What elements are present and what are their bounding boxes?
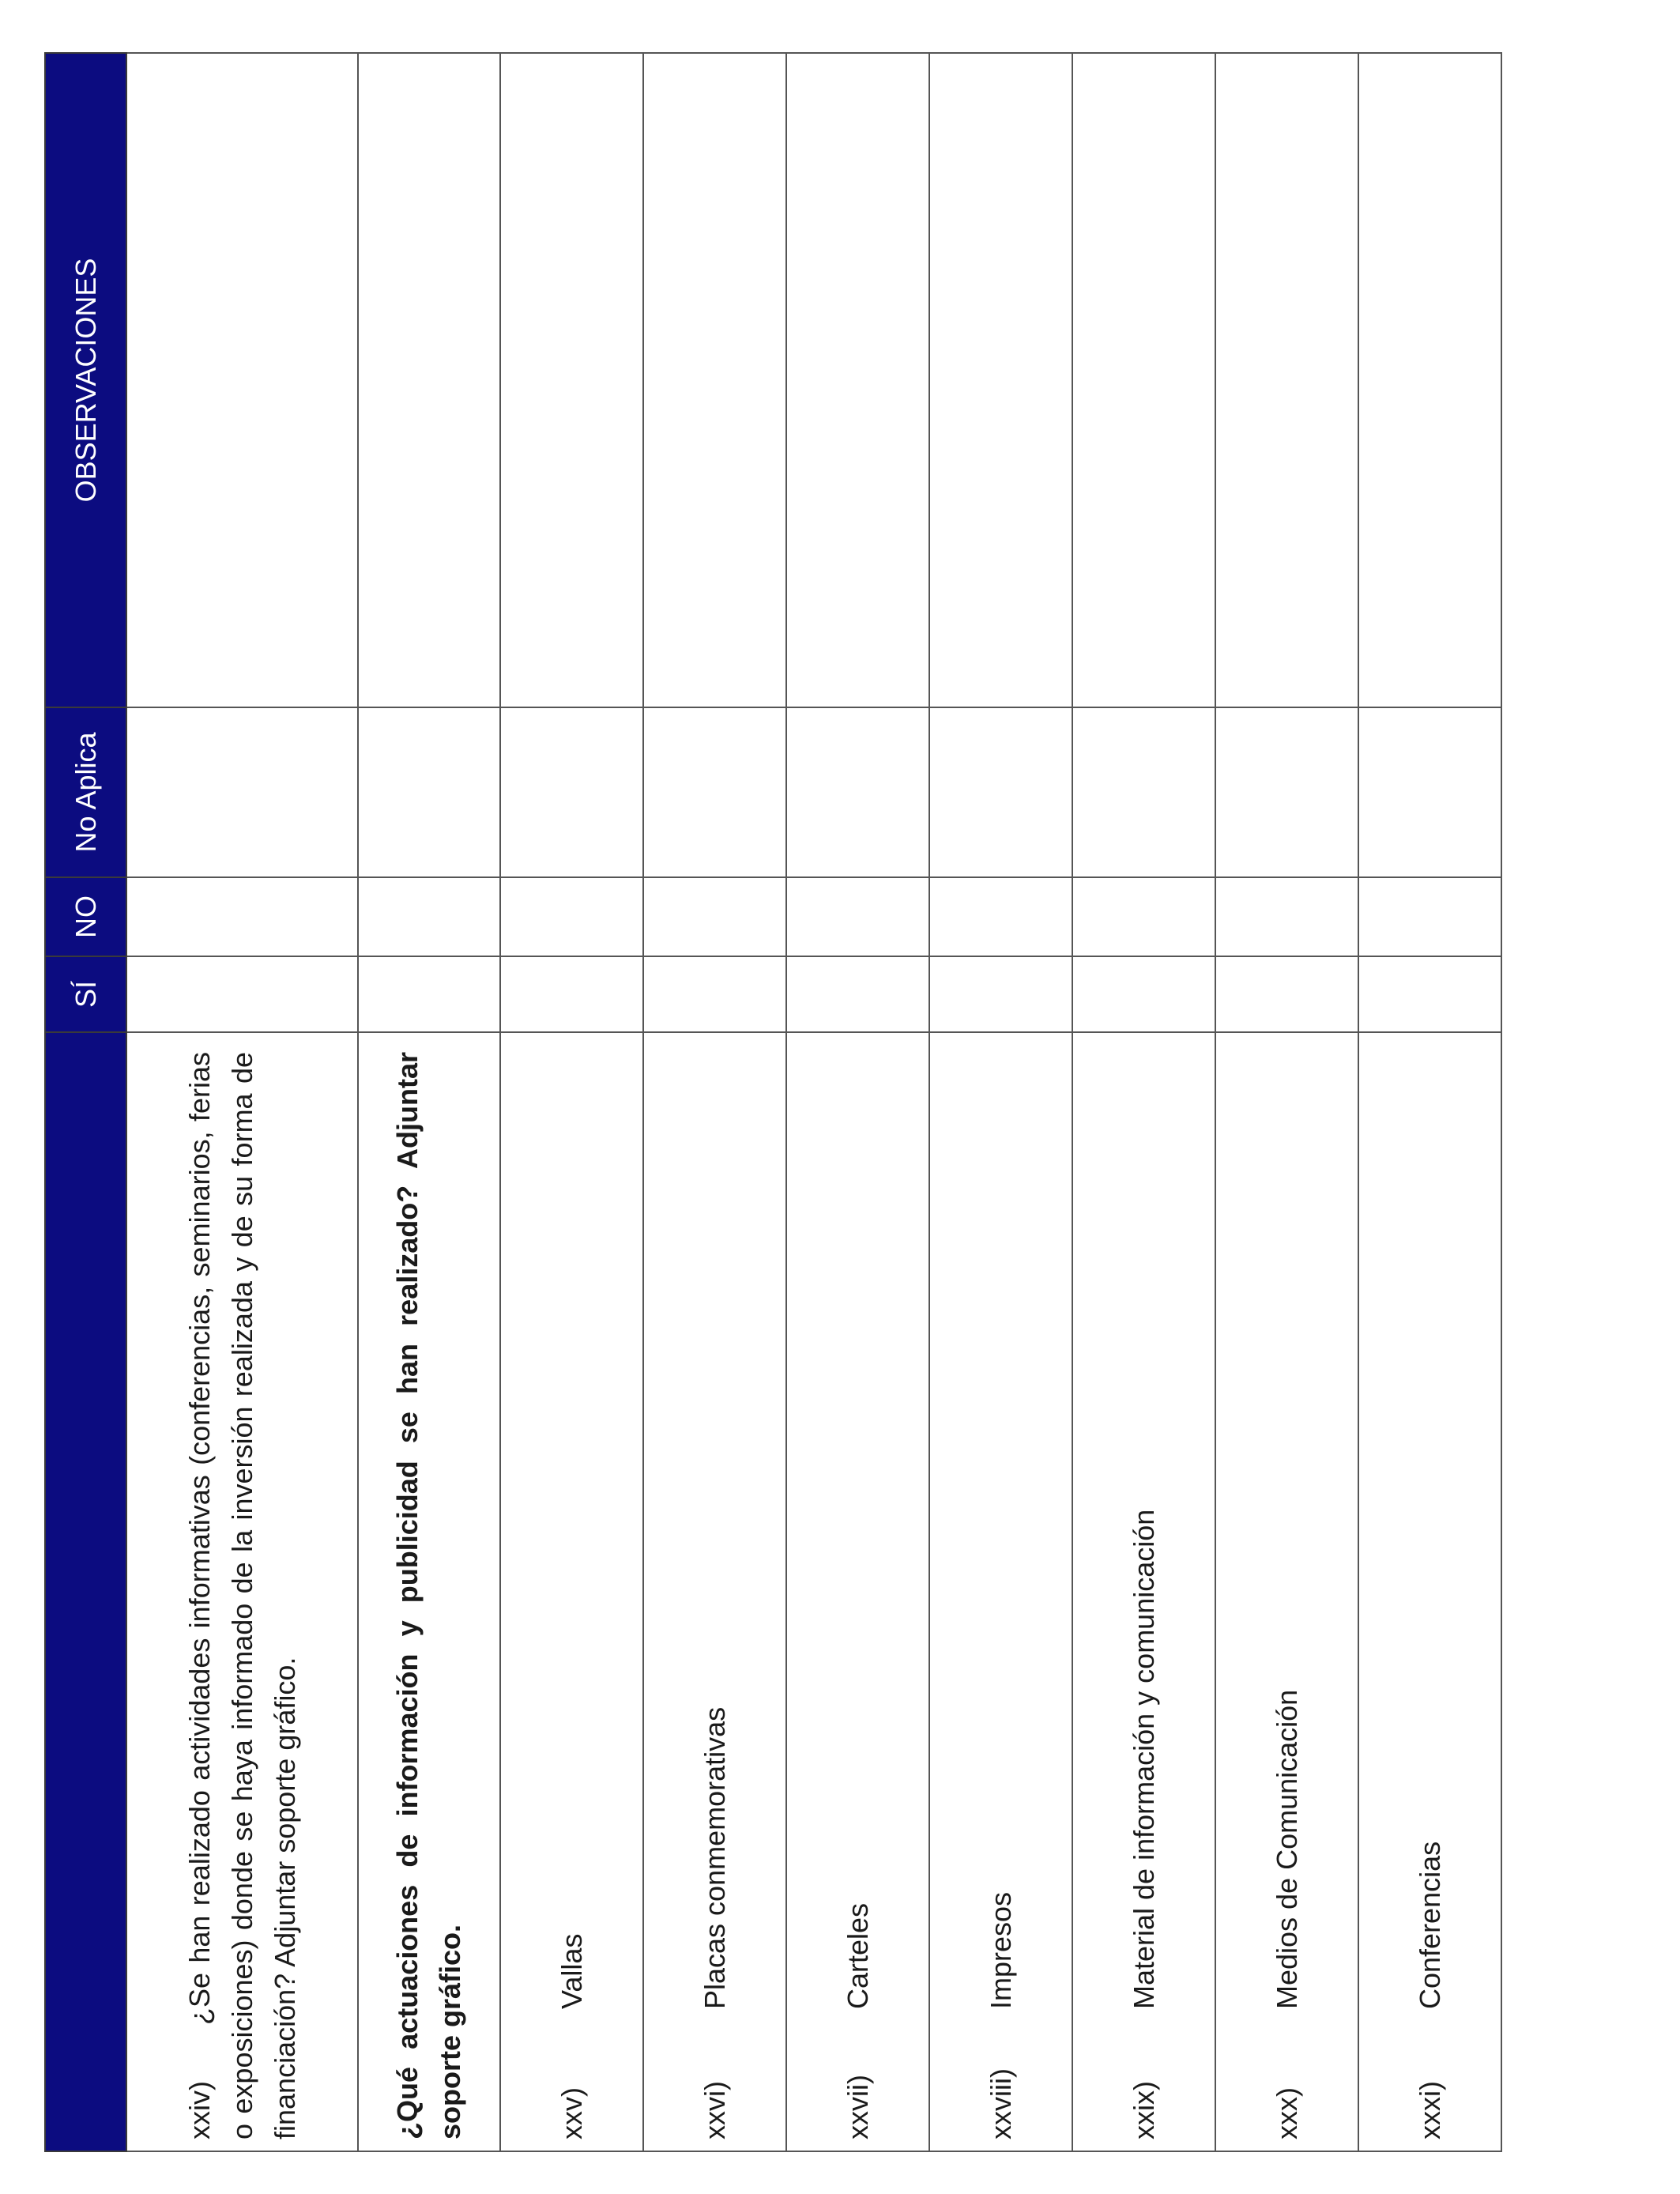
si-checkbox-cell[interactable] — [500, 956, 643, 1032]
observaciones-cell[interactable] — [1072, 53, 1215, 707]
no-checkbox-cell[interactable] — [1215, 877, 1358, 956]
item-number: xxv) — [555, 2087, 588, 2139]
item-label: Conferencias — [1413, 1841, 1446, 2009]
header-no-aplica: No Aplica — [45, 707, 126, 877]
item-label: Medios de Comunicación — [1270, 1689, 1303, 2009]
item-number: xxvi) — [698, 2081, 731, 2139]
no-aplica-checkbox-cell[interactable] — [929, 707, 1072, 877]
observaciones-cell[interactable] — [1215, 53, 1358, 707]
item-number: xxviii) — [984, 2068, 1017, 2139]
no-aplica-checkbox-cell[interactable] — [643, 707, 786, 877]
no-aplica-checkbox-cell[interactable] — [786, 707, 929, 877]
si-checkbox-cell[interactable] — [358, 956, 500, 1032]
section-question-text: ¿Qué actuaciones de información y publicidad se han realizado? Adjuntar soporte gráfico. — [391, 1052, 466, 2139]
header-no: NO — [45, 877, 126, 956]
si-checkbox-cell[interactable] — [643, 956, 786, 1032]
observaciones-cell[interactable] — [643, 53, 786, 707]
item-label: Impresos — [984, 1891, 1017, 2009]
header-row — [45, 53, 126, 2151]
no-checkbox-cell[interactable] — [126, 877, 358, 956]
observaciones-cell[interactable] — [500, 53, 643, 707]
no-checkbox-cell[interactable] — [358, 877, 500, 956]
header-question — [45, 1032, 126, 2151]
no-checkbox-cell[interactable] — [643, 877, 786, 956]
question-text: ¿Se han realizado actividades informativas (conferencias, seminarios, ferias o exposiciones) donde se haya informado de la inversión realizada y de su forma de financiación? Adjuntar soporte gráfico. — [183, 1052, 301, 2139]
observaciones-cell[interactable] — [1358, 53, 1501, 707]
question-cell — [1215, 1032, 1358, 2151]
question-cell — [643, 1032, 786, 2151]
si-checkbox-cell[interactable] — [1072, 956, 1215, 1032]
observaciones-cell[interactable] — [929, 53, 1072, 707]
si-checkbox-cell[interactable] — [1215, 956, 1358, 1032]
table-row — [358, 53, 500, 2151]
header-si: SÍ — [45, 956, 126, 1032]
no-aplica-checkbox-cell[interactable] — [1358, 707, 1501, 877]
table-row — [1358, 53, 1501, 2151]
table-row — [786, 53, 929, 2151]
question-cell — [500, 1032, 643, 2151]
item-number: xxiv) — [183, 2081, 216, 2139]
table-row — [500, 53, 643, 2151]
no-checkbox-cell[interactable] — [1072, 877, 1215, 956]
item-label: Carteles — [841, 1902, 874, 2009]
no-checkbox-cell[interactable] — [786, 877, 929, 956]
rotated-checklist-table — [44, 54, 1498, 2152]
no-aplica-checkbox-cell[interactable] — [126, 707, 358, 877]
item-label: Placas conmemorativas — [698, 1706, 731, 2009]
observaciones-cell[interactable] — [786, 53, 929, 707]
question-cell — [929, 1032, 1072, 2151]
table-row — [1215, 53, 1358, 2151]
item-number: xxix) — [1127, 2081, 1160, 2139]
item-label: Material de información y comunicación — [1127, 1509, 1160, 2009]
no-checkbox-cell[interactable] — [500, 877, 643, 956]
no-checkbox-cell[interactable] — [1358, 877, 1501, 956]
question-cell — [786, 1032, 929, 2151]
table-row — [929, 53, 1072, 2151]
table-row — [1072, 53, 1215, 2151]
item-number: xxx) — [1270, 2087, 1303, 2139]
si-checkbox-cell[interactable] — [786, 956, 929, 1032]
question-cell — [126, 1032, 358, 2151]
no-aplica-checkbox-cell[interactable] — [1072, 707, 1215, 877]
si-checkbox-cell[interactable] — [929, 956, 1072, 1032]
checklist-table — [44, 52, 1502, 2152]
header-observaciones: OBSERVACIONES — [45, 53, 126, 707]
question-cell — [1072, 1032, 1215, 2151]
si-checkbox-cell[interactable] — [1358, 956, 1501, 1032]
no-aplica-checkbox-cell[interactable] — [1215, 707, 1358, 877]
no-aplica-checkbox-cell[interactable] — [500, 707, 643, 877]
observaciones-cell[interactable] — [126, 53, 358, 707]
item-label: Vallas — [555, 1933, 588, 2009]
question-cell — [1358, 1032, 1501, 2151]
item-number: xxvii) — [841, 2075, 874, 2139]
section-question-cell — [358, 1032, 500, 2151]
no-checkbox-cell[interactable] — [929, 877, 1072, 956]
table-row — [126, 53, 358, 2151]
observaciones-cell[interactable] — [358, 53, 500, 707]
table-row — [643, 53, 786, 2151]
no-aplica-checkbox-cell[interactable] — [358, 707, 500, 877]
si-checkbox-cell[interactable] — [126, 956, 358, 1032]
item-number: xxxi) — [1413, 2081, 1446, 2139]
